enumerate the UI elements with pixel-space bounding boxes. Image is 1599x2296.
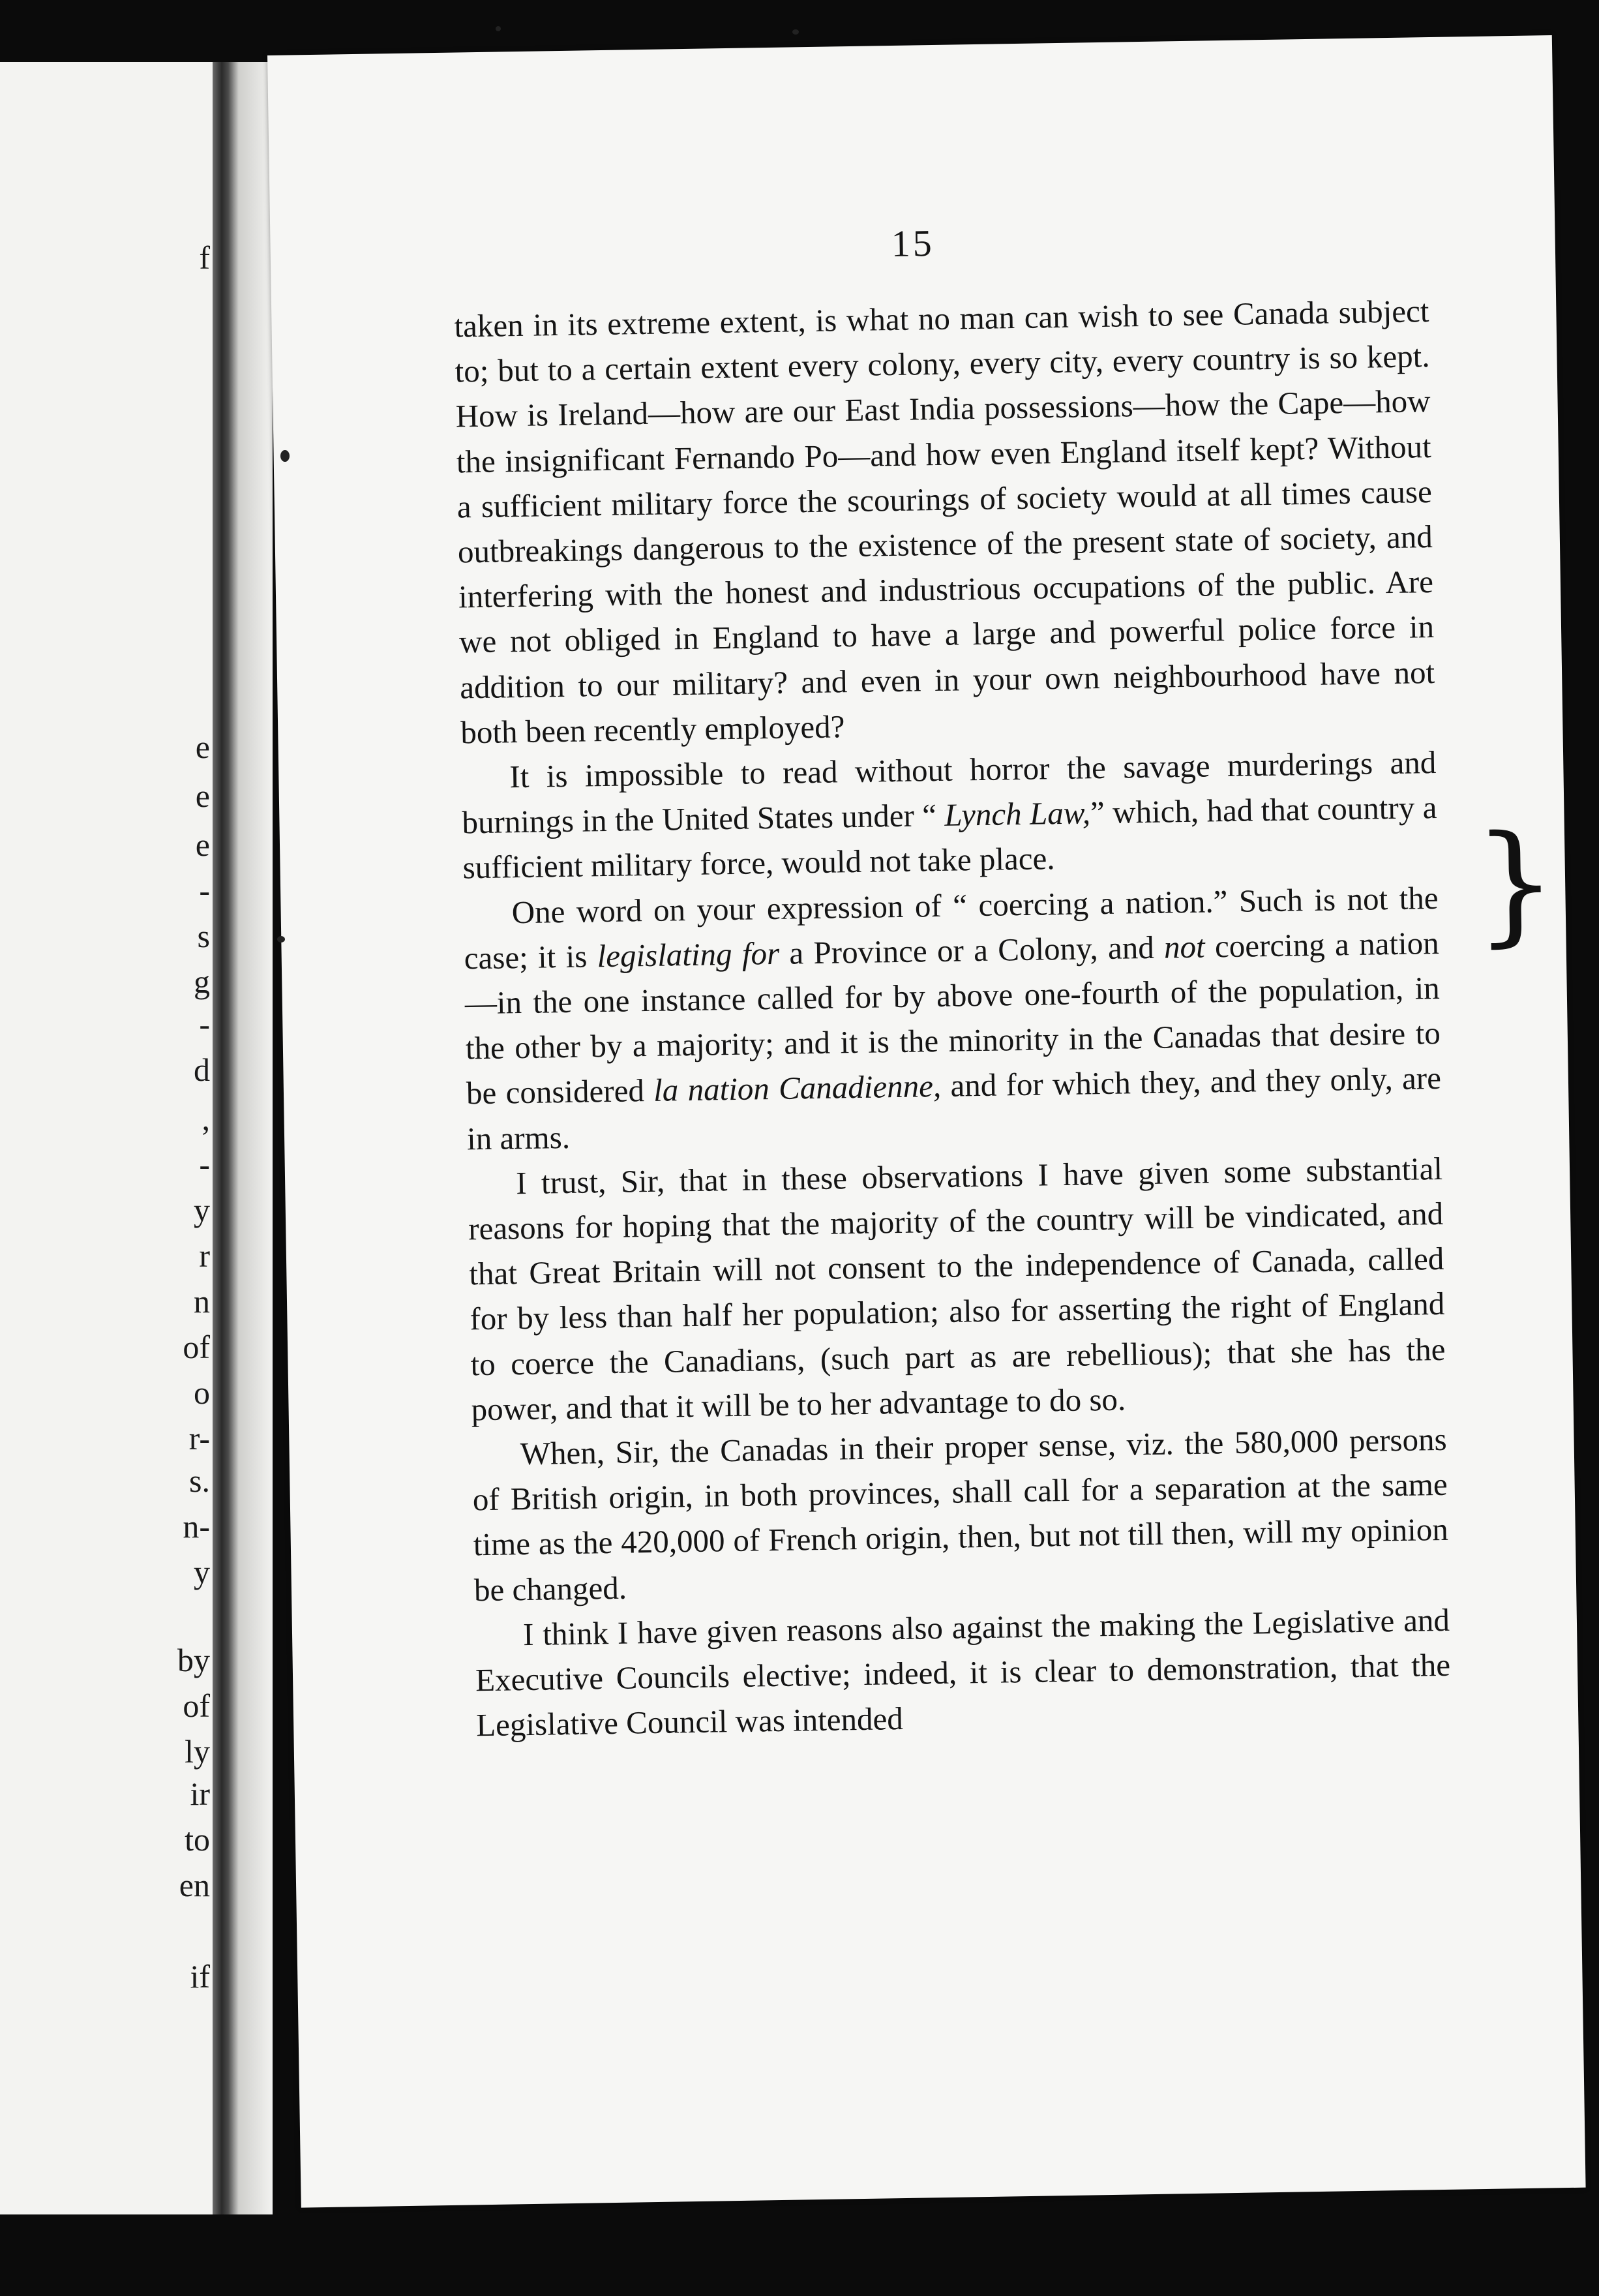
facing-page-fragment: by — [177, 1642, 210, 1678]
text-run: a Province or a Colony, and — [779, 929, 1165, 971]
margin-bracket-mark: } — [1472, 807, 1559, 961]
facing-page-fragment: - — [199, 1006, 210, 1042]
ink-speck — [792, 29, 799, 35]
italic-text: Lynch Law, — [944, 794, 1091, 834]
facing-page-fragment: e — [195, 729, 210, 765]
facing-page-fragment: en — [179, 1867, 210, 1903]
facing-page-fragment: y — [194, 1192, 210, 1228]
facing-page-fragment: s. — [189, 1462, 210, 1499]
facing-page-fragment: of — [183, 1329, 210, 1365]
ink-speck — [280, 450, 290, 462]
italic-text: not — [1163, 928, 1206, 965]
facing-page-fragment: n- — [183, 1508, 210, 1545]
text-run: One word on your expression of “ coercing a nation.” Such is not the case; it is — [464, 879, 1439, 976]
paragraph — [454, 288, 1436, 755]
paragraph — [463, 875, 1442, 1162]
facing-page-fragment: ly — [185, 1733, 210, 1770]
text-run: and for which they, and they only, are in arms. — [466, 1060, 1442, 1157]
paragraph — [461, 740, 1438, 890]
text-run: It is impossible to read without horror the savage murderings and burnings in the United States under “ — [462, 744, 1437, 841]
paragraph — [468, 1146, 1446, 1432]
facing-page-fragment: o — [194, 1374, 210, 1411]
facing-page-fragment: e — [195, 778, 210, 814]
body-text — [454, 288, 1452, 1748]
text-run: I trust, Sir, that in these observations I have given some substantial reasons for hoping that the majority of the country will be vindicated, and that Great Britain will not consent to the independence of Canada, called for by less than half her population; also for asserting the right of England to coerce the Canadians, (such part as are rebellious); that she has the power, and that it will be to her advantage to do so. — [468, 1150, 1446, 1428]
facing-page-fragment: n — [194, 1283, 210, 1320]
facing-page-fragment: of — [183, 1687, 210, 1724]
facing-page — [0, 62, 222, 2214]
paragraph — [475, 1597, 1452, 1748]
italic-text: legislating for — [597, 935, 780, 974]
text-run: taken in its extreme extent, is what no man can wish to see Canada subject to; but to a certain extent every colony, every city, every country is so kept. How is Ireland—how are our East India possessions—how the Cape—how the insignificant Fernando Po—and how even England itself kept? Without a sufficient military force the scourings of society would at all times cause outbreakings dangerous to the existence of the present state of society, and interfering with the honest and industrious occupations of the public. Are we not obliged in England to have a large and powerful police force in addition to our military? and even in your own neighbourhood have not both been recently employed? — [454, 293, 1435, 751]
facing-page-fragment: r — [199, 1237, 210, 1274]
paragraph — [471, 1417, 1449, 1612]
facing-page-fragment: , — [202, 1100, 210, 1137]
text-run: When, Sir, the Canadas in their proper sense, viz. the 580,000 persons of British origin, in both provinces, shall call for a separation at the same time as the 420,000 of French origin, then, but not till then, will my opinion be changed. — [472, 1421, 1449, 1608]
book-page — [267, 35, 1586, 2208]
facing-page-fragment: to — [185, 1821, 210, 1858]
facing-page-fragment: f — [199, 239, 210, 276]
ink-speck — [277, 936, 285, 943]
facing-page-fragment: - — [199, 1146, 210, 1183]
facing-page-text-fragments — [0, 62, 222, 2214]
ink-speck — [496, 26, 501, 31]
text-run: coercing a nation—in the one instance called for by above one-fourth of the population, in the other by a majority; and it is the minority in the Canadas that desire to be considered — [464, 924, 1441, 1111]
facing-page-fragment: g — [194, 963, 210, 1000]
facing-page-fragment: d — [194, 1051, 210, 1088]
italic-text: la nation Canadienne, — [653, 1068, 942, 1109]
facing-page-fragment: s — [197, 918, 210, 954]
facing-page-fragment: if — [190, 1958, 210, 1995]
book-gutter — [213, 62, 273, 2214]
facing-page-fragment: y — [194, 1554, 210, 1590]
facing-page-fragment: - — [199, 872, 210, 909]
text-run: ” which, had that country a sufficient military force, would not take place. — [462, 789, 1437, 886]
facing-page-fragment: r- — [188, 1420, 210, 1457]
page-number: 15 — [891, 221, 935, 265]
text-run: I think I have given reasons also against the making the Legislative and Executive Councils elective; indeed, it is clear to demonstration, that the Legislative Council was intended — [475, 1601, 1451, 1744]
facing-page-fragment: e — [195, 826, 210, 863]
facing-page-fragment: ir — [190, 1775, 210, 1812]
